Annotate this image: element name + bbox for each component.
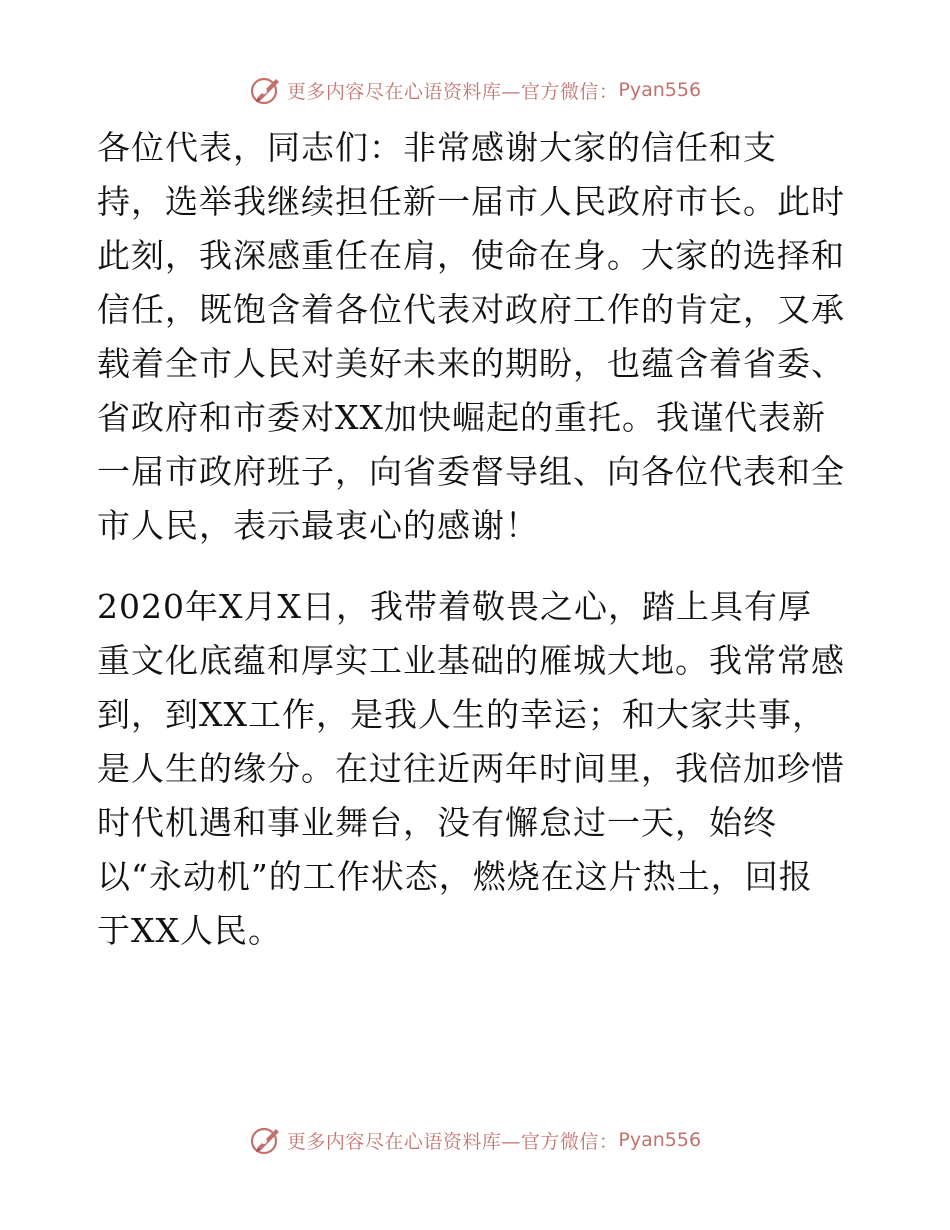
paragraph bbox=[97, 121, 857, 553]
text-line: 以“永动机”的工作状态，燃烧在这片热土，回报 bbox=[97, 857, 813, 896]
paragraph bbox=[97, 580, 857, 958]
text-line: 载着全市人民对美好未来的期盼，也蕴含着省委、 bbox=[97, 344, 845, 383]
text-line: 是人生的缘分。在过往近两年时间里，我倍加珍惜 bbox=[97, 749, 845, 788]
watermark-text: 更多内容尽在心语资料库—官方微信： bbox=[286, 1130, 619, 1153]
watermark-wechat-id: Pyan556 bbox=[618, 79, 702, 101]
paragraph-gap bbox=[97, 553, 857, 580]
text-line: 到，到XX工作，是我人生的幸运；和大家共事， bbox=[97, 695, 826, 734]
watermark-wechat-id: Pyan556 bbox=[618, 1129, 702, 1151]
quill-pen-seal-icon bbox=[249, 1123, 283, 1157]
text-line: 省政府和市委对XX加快崛起的重托。我谨代表新 bbox=[97, 398, 826, 437]
header-watermark bbox=[0, 70, 950, 110]
document-body bbox=[97, 121, 857, 958]
text-line: 信任，既饱含着各位代表对政府工作的肯定，又承 bbox=[97, 290, 845, 329]
watermark-text: 更多内容尽在心语资料库—官方微信： bbox=[286, 80, 619, 103]
text-line: 持，选举我继续担任新一届市人民政府市长。此时 bbox=[97, 182, 845, 221]
text-line: 2020年X月X日，我带着敬畏之心，踏上具有厚 bbox=[97, 587, 812, 626]
text-line: 时代机遇和事业舞台，没有懈怠过一天，始终 bbox=[97, 803, 777, 842]
text-line: 各位代表，同志们：非常感谢大家的信任和支 bbox=[97, 128, 777, 167]
quill-pen-seal-icon bbox=[249, 73, 283, 107]
footer-watermark bbox=[0, 1120, 950, 1160]
text-line: 市人民，表示最衷心的感谢！ bbox=[97, 506, 539, 545]
text-line: 于XX人民。 bbox=[97, 911, 282, 950]
text-line: 此刻，我深感重任在肩，使命在身。大家的选择和 bbox=[97, 236, 845, 275]
text-line: 一届市政府班子，向省委督导组、向各位代表和全 bbox=[97, 452, 845, 491]
text-line: 重文化底蕴和厚实工业基础的雁城大地。我常常感 bbox=[97, 641, 845, 680]
